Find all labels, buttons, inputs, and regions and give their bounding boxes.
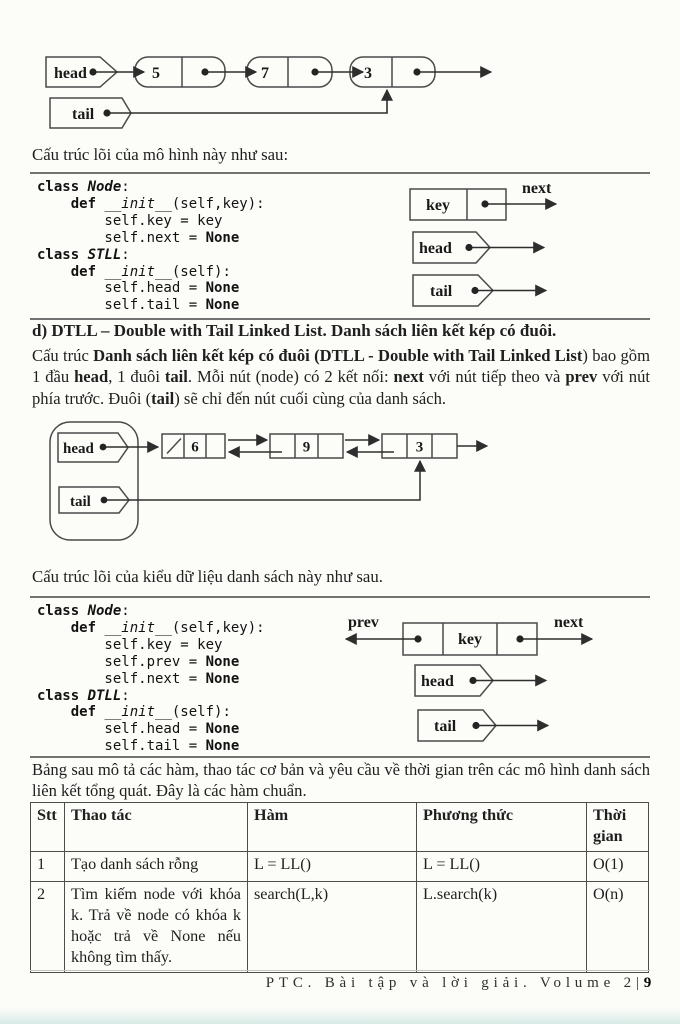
head-label: head: [54, 65, 87, 82]
col-header-thao-tac: Thao tác: [65, 803, 248, 852]
cell-operation: Tạo danh sách rỗng: [65, 852, 248, 882]
null-slash: [167, 439, 181, 454]
node-value: 9: [302, 439, 311, 456]
next-label: next: [554, 614, 584, 631]
footer-divider: |: [635, 975, 644, 991]
tail-label: tail: [434, 718, 457, 735]
operations-table: [30, 802, 649, 973]
pointer-dots: [100, 444, 108, 504]
code-dtll: class Node: def __init__(self,key): self.key = key self.prev = None self.next = None class DTLL: def __init__(self): self.head = None self.tail = None: [37, 603, 265, 755]
caption-dtll-core: Cấu trúc lõi của kiểu dữ liệu danh sách này như sau.: [32, 567, 383, 586]
table-intro-paragraph: Bảng sau mô tả các hàm, thao tác cơ bản và yêu cầu về thời gian trên các mô hình danh sách liên kết tổng quát. Đây là các hàm chuẩn.: [32, 760, 650, 801]
key-label: key: [426, 197, 450, 214]
head-label: head: [421, 673, 454, 690]
code-stll: class Node: def __init__(self,key): self.key = key self.next = None class STLL: def __init__(self): self.head = None self.tail = None: [37, 179, 265, 314]
col-header-stt: Stt: [31, 803, 65, 852]
diagram-stll-node: [398, 176, 658, 318]
node-value: 3: [415, 439, 424, 456]
head-label: head: [63, 441, 94, 457]
footer-rule: [30, 970, 650, 971]
prev-label: prev: [348, 614, 379, 631]
section-d-heading: d) DTLL – Double with Tail Linked List. Danh sách liên kết kép có đuôi.: [32, 321, 557, 340]
node-value: 5: [152, 65, 160, 82]
cell-method: L.search(k): [417, 882, 587, 973]
table-row: [31, 852, 649, 882]
cell-stt: 1: [31, 852, 65, 882]
tail-label: tail: [72, 106, 95, 123]
diagram-dtll-list: [40, 420, 500, 550]
cell-time: O(1): [587, 852, 649, 882]
node-value: 6: [191, 439, 199, 456]
diagram-dtll-node: [335, 601, 605, 749]
col-header-phuong-thuc: Phương thức: [417, 803, 587, 852]
tail-label: tail: [70, 494, 91, 510]
section-d-paragraph: Cấu trúc Danh sách liên kết kép có đuôi (DTLL - Double with Tail Linked List) bao gồm 1 đầu head, 1 đuôi tail. Mỗi nút (node) có 2 kết nối: next với nút tiếp theo và prev với nút phía trước. Đuôi (tail) sẽ chỉ đến nút cuối cùng của danh sách.: [32, 346, 650, 408]
pointer-group-box: [50, 422, 138, 540]
tail-label: tail: [430, 283, 453, 300]
tail-arrow: [107, 90, 387, 113]
cell-time: O(n): [587, 882, 649, 973]
footer-imprint: PTC. Bài tập và lời giải. Volume 2: [265, 975, 636, 991]
caption-stll-core: Cấu trúc lõi của mô hình này như sau:: [32, 145, 289, 164]
key-label: key: [458, 631, 482, 648]
cell-function: search(L,k): [248, 882, 417, 973]
node-value: 7: [261, 65, 269, 82]
page-footer: [266, 975, 656, 992]
cell-method: L = LL(): [417, 852, 587, 882]
col-header-thoi-gian: Thời gian: [587, 803, 649, 852]
page-number: 9: [643, 975, 656, 991]
tail-arrow: [104, 461, 420, 500]
cell-stt: 2: [31, 882, 65, 973]
diagram-stll-list: [28, 38, 648, 138]
scan-edge-band: [0, 1008, 680, 1024]
table-header-row: [31, 803, 649, 852]
col-header-ham: Hàm: [248, 803, 417, 852]
cell-operation: Tìm kiếm node với khóa k. Trả về node có khóa k hoặc trả về None nếu không tìm thấy.: [65, 882, 248, 973]
node-value: 3: [364, 65, 372, 82]
cell-function: L = LL(): [248, 852, 417, 882]
next-label: next: [522, 180, 552, 197]
table-row: [31, 882, 649, 973]
head-label: head: [419, 240, 452, 257]
